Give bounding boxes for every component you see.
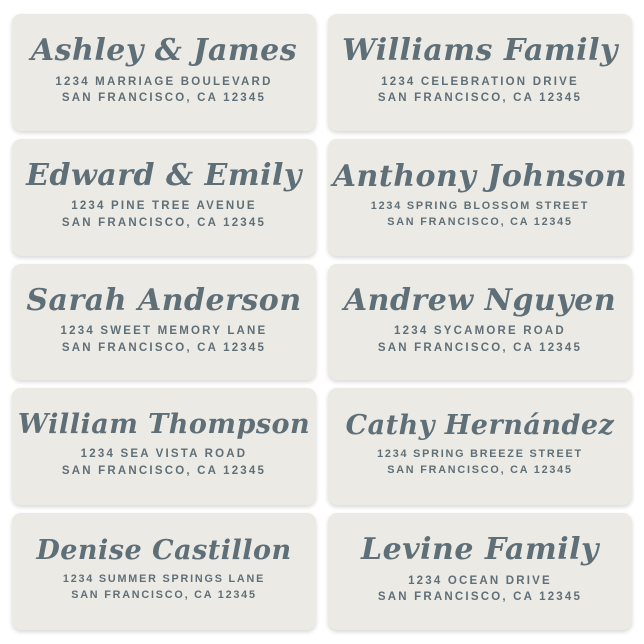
street-address: 1234 SWEET MEMORY LANE: [60, 325, 268, 338]
address-label: [328, 513, 632, 630]
recipient-name: Cathy Hernández: [345, 410, 615, 442]
recipient-name: Williams Family: [342, 32, 618, 68]
city-state-zip: SAN FRANCISCO, CA 12345: [71, 588, 257, 601]
address-label: [12, 264, 316, 381]
street-address: 1234 CELEBRATION DRIVE: [381, 75, 579, 88]
recipient-name: Denise Castillon: [36, 534, 292, 566]
street-address: 1234 SEA VISTA ROAD: [80, 448, 248, 461]
recipient-name: Sarah Anderson: [26, 282, 302, 318]
city-state-zip: SAN FRANCISCO, CA 12345: [377, 591, 583, 604]
street-address: 1234 MARRIAGE BOULEVARD: [55, 75, 273, 88]
street-address: 1234 SPRING BREEZE STREET: [377, 448, 583, 461]
street-address: 1234 OCEAN DRIVE: [408, 574, 552, 587]
street-address: 1234 PINE TREE AVENUE: [71, 200, 257, 213]
recipient-name: Andrew Nguyen: [343, 282, 617, 318]
city-state-zip: SAN FRANCISCO, CA 12345: [61, 92, 267, 105]
address-label: [12, 388, 316, 505]
address-label: [12, 513, 316, 630]
street-address: 1234 SPRING BLOSSOM STREET: [370, 200, 590, 213]
city-state-zip: SAN FRANCISCO, CA 12345: [61, 216, 267, 229]
address-label: [328, 264, 632, 381]
address-label: [12, 139, 316, 256]
address-label: [12, 14, 316, 131]
city-state-zip: SAN FRANCISCO, CA 12345: [387, 215, 573, 228]
recipient-name: Edward & Emily: [26, 157, 302, 193]
street-address: 1234 SYCAMORE ROAD: [394, 325, 566, 338]
street-address: 1234 SUMMER SPRINGS LANE: [62, 573, 266, 586]
city-state-zip: SAN FRANCISCO, CA 12345: [61, 464, 267, 477]
recipient-name: Anthony Johnson: [332, 158, 628, 194]
address-label: [328, 14, 632, 131]
address-label: [328, 139, 632, 256]
recipient-name: Ashley & James: [30, 32, 298, 68]
recipient-name: Levine Family: [361, 532, 599, 568]
city-state-zip: SAN FRANCISCO, CA 12345: [377, 92, 583, 105]
city-state-zip: SAN FRANCISCO, CA 12345: [387, 463, 573, 476]
address-label: [328, 388, 632, 505]
recipient-name: William Thompson: [17, 409, 311, 440]
city-state-zip: SAN FRANCISCO, CA 12345: [61, 341, 267, 354]
city-state-zip: SAN FRANCISCO, CA 12345: [377, 341, 583, 354]
